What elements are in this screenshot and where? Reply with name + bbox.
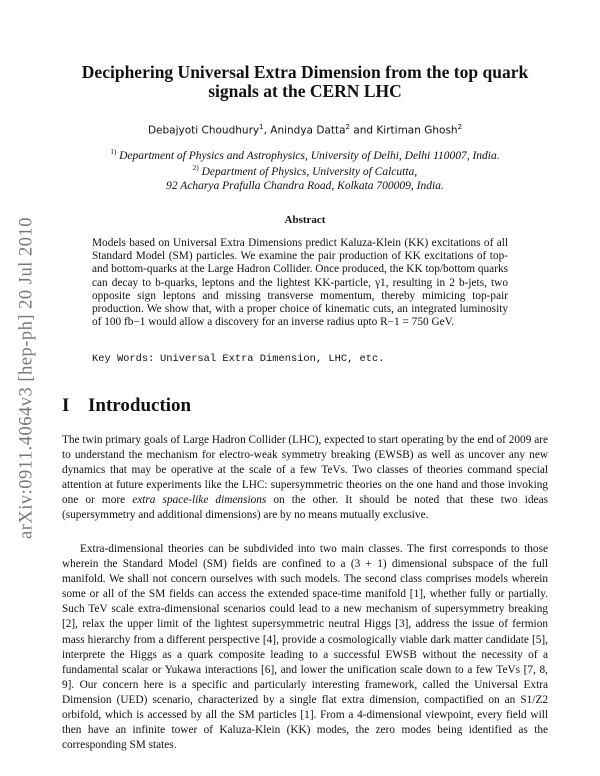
- affiliation-mark: 2: [457, 123, 463, 131]
- body-paragraph-1: The twin primary goals of Large Hadron Collider (LHC), expected to start operating by the end of 2009 are to understand the mechanism for electro-weak symmetry breaking (EWSB) as well as uncover any new dynamics that may be operative at the scale of a few TeVs. Two classes of theories command special attention at future experiments like the LHC: supersymmetric theories on the one hand and those invoking one or more extra space-like dimensions on the other. It should be noted that these two ideas (supersymmetry and additional dimensions) are by no means mutually exclusive.: [62, 434, 548, 522]
- affiliation-2-address: 92 Acharya Prafulla Chandra Road, Kolkata 700009, India.: [166, 180, 444, 192]
- abstract-text: Models based on Universal Extra Dimensions predict Kaluza-Klein (KK) excitations of all Standard Model (SM) particles. We examine the pair production of KK excitations of top- and bottom-quarks at the Large Hadron Collider. Once produced, the KK top/bottom quarks can decay to b-quarks, leptons and the lightest KK-particle, γ1, resulting in 2 b-jets, two opposite sign leptons and missing transverse momentum, thereby mimicing top-pair production. We show that, with a proper choice of kinematic cuts, an integrated luminosity of 100 fb−1 would allow a discovery for an inverse radius upto R−1 = 750 GeV.: [92, 237, 508, 329]
- keywords-value: Universal Extra Dimension, LHC, etc.: [160, 353, 385, 365]
- affiliation-mark: 1: [259, 123, 264, 131]
- arxiv-identifier: arXiv:0911.4064v3 [hep-ph] 20 Jul 2010: [16, 217, 37, 539]
- author-name: Kirtiman Ghosh: [376, 124, 458, 137]
- author-name: Debajyoti Choudhury: [147, 124, 260, 137]
- section-title: Introduction: [88, 395, 192, 416]
- keywords-line: [92, 352, 508, 365]
- section-heading: [62, 395, 191, 417]
- body-paragraph-2: Extra-dimensional theories can be subdivided into two main classes. The first corresponds to those wherein the Standard Model (SM) fields are confined to a (3 + 1) dimensional subspace of the full manifold. We shall not concern ourselves with such models. The second class comprises models wherein some or all of the SM fields can access the extended space-time manifold [1], whether fully or partially. Such TeV scale extra-dimensional scenarios could lead to a new mechanism of supersymmetry breaking [2], relax the upper limit of the lightest supersymmetric neutral Higgs [3], address the issue of fermion mass hierarchy from a different perspective [4], provide a cosmologically viable dark matter candidate [5], interprete the Higgs as a quark composite leading to a successful EWSB without the necessity of a fundamental scalar or Yukawa interactions [6], and lower the unification scale down to a few TeVs [7, 8, 9]. Our concern here is a specific and particularly interesting framework, called the Universal Extra Dimension (UED) scenario, characterized by a single flat extra dimension, compactified on an S1/Z2 orbifold, which is accessed by all the SM particles [1]. From a 4-dimensional viewpoint, every field will then have an infinite tower of Kaluza-Klein (KK) modes, the zero modes being identified as the corresponding SM states.: [62, 543, 548, 752]
- affiliation-1: $^{1)}$ Department of Physics and Astrophysics, University of Delhi, Delhi 110007, India.: [110, 148, 500, 162]
- paper-title: Deciphering Universal Extra Dimension from the top quark signals at the CERN LHC: [81, 62, 529, 101]
- emphasized-phrase: extra space-like dimensions: [132, 494, 267, 507]
- arxiv-sidebar-stamp: [7, 208, 47, 548]
- author-name: Anindya Datta: [270, 124, 346, 137]
- keywords-label: Key Words:: [92, 353, 155, 365]
- section-number: I: [62, 395, 70, 416]
- abstract-heading: Abstract: [284, 214, 326, 226]
- affiliation-2: $^{2)}$ Department of Physics, University of Calcutta,: [192, 164, 418, 178]
- author-list: Debajyoti Choudhury$^1$, Anindya Datta$^2$ and Kirtiman Ghosh$^2$: [147, 123, 463, 137]
- affiliation-mark: 2: [345, 123, 350, 131]
